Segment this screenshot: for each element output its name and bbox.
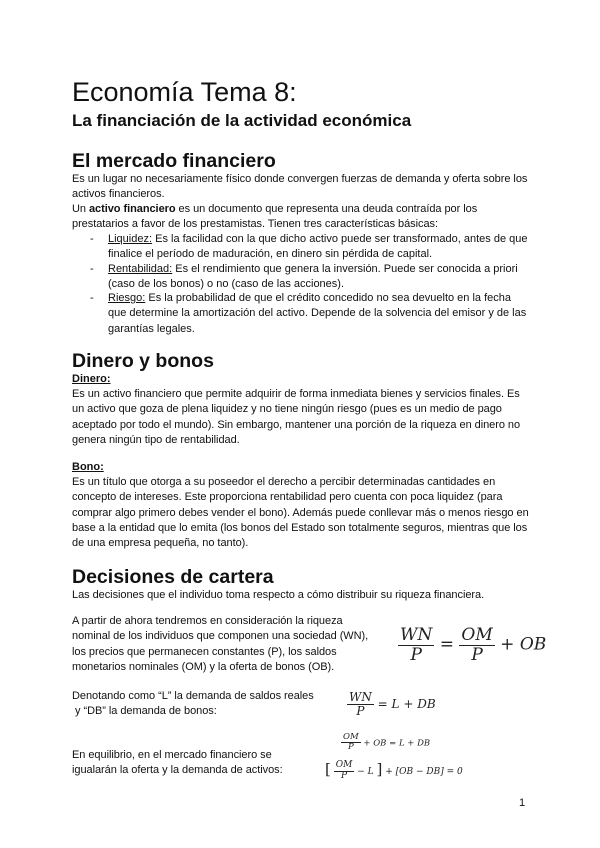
paragraph-riqueza-nominal: A partir de ahora tendremos en consideración la riqueza nominal de los individuos que componen una sociedad (WN), los precios que permanecen constantes (P), los saldos monetarios nominales (OM) y la oferta de bonos (OB). <box>72 615 369 673</box>
page-number: 1 <box>519 797 526 809</box>
bullet-dash: - <box>90 292 94 304</box>
paragraph-denotando: Denotando como “L” la demanda de saldos reales y “DB” la demanda de bonos: <box>72 690 314 718</box>
equation-equilibrio-1: $\frac{OM}{P}$ + OB = L + DB <box>343 732 431 753</box>
bullet-rentabilidad: - Rentabilidad: Es el rendimiento que genera la inversión. Puede ser conocida a priori (caso de los bonos) o no (caso de las acciones). <box>90 263 518 291</box>
paragraph-decisiones-intro: Las decisiones que el individuo toma respecto a cómo distribuir su riqueza financiera. <box>72 589 485 601</box>
paragraph-bono: Es un título que otorga a su poseedor el derecho a percibir determinadas cantidades en concepto de intereses. Este proporciona rentabilidad pero cuenta con poca liquidez (para comprar algo primero debes vender el bono). Además puede conllevar más o menos riesgo en base a la entidad que lo emita (los bonos del Estado son totalmente seguros, mientras que los de una empresa pequeña, no tanto). <box>72 476 529 550</box>
bold-term: activo financiero <box>88 203 176 215</box>
paragraph-equilibrio: En equilibrio, en el mercado financiero se igualarán la oferta y la demanda de activos: <box>72 749 283 777</box>
equation-demanda: $\frac{WN}{P}$ = L + DB <box>349 690 436 719</box>
paragraph-dinero: Es un activo financiero que permite adquirir de forma inmediata bienes y servicios finales. Es un activo que goza de plena liquidez y no tiene ningún riesgo (pues es un medio de pago aceptado por todo el mundo). Sin embargo, mantener una porción de la riqueza en dinero no genera ningún tipo de rentabilidad. <box>72 388 521 446</box>
heading-dinero-bonos: Dinero y bonos <box>72 350 214 372</box>
paragraph-activo-financiero: Un activo financiero es un documento que representa una deuda contraída por los prestatarios a favor de los prestamistas. Tienen tres características básicas: <box>72 203 478 231</box>
bullet-term: Rentabilidad: <box>108 263 173 275</box>
equation-equilibrio-2: [ $\frac{OM}{P}$ − L ] + [OB − DB] = 0 <box>325 760 463 781</box>
paragraph-mercado-definition: Es un lugar no necesariamente físico donde convergen fuerzas de demanda y oferta sobre los activos financieros. <box>72 173 528 201</box>
bullet-dash: - <box>90 233 94 245</box>
bullet-dash: - <box>90 263 94 275</box>
document-title: Economía Tema 8: <box>72 77 297 107</box>
bullet-riesgo: - Riesgo: Es la probabilidad de que el crédito concedido no sea devuelto en la fecha que determine la amortización del activo. Depende de la solvencia del emisor y de las garantías legales. <box>90 292 527 335</box>
bullet-term: Riesgo: <box>108 292 146 304</box>
subheading-bono: Bono: <box>72 461 104 473</box>
equation-riqueza: $\frac{WN}{P}$ = $\frac{OM}{P}$ + OB <box>400 625 547 665</box>
heading-mercado-financiero: El mercado financiero <box>72 150 276 172</box>
bullet-term: Liquidez: <box>108 233 153 245</box>
document-subtitle: La financiación de la actividad económica <box>72 111 412 130</box>
bullet-liquidez: - Liquidez: Es la facilidad con la que dicho activo puede ser transformado, antes de que finalice el período de maduración, en dinero sin pérdida de capital. <box>90 233 528 261</box>
subheading-dinero: Dinero: <box>72 373 111 385</box>
heading-decisiones-cartera: Decisiones de cartera <box>72 566 274 588</box>
